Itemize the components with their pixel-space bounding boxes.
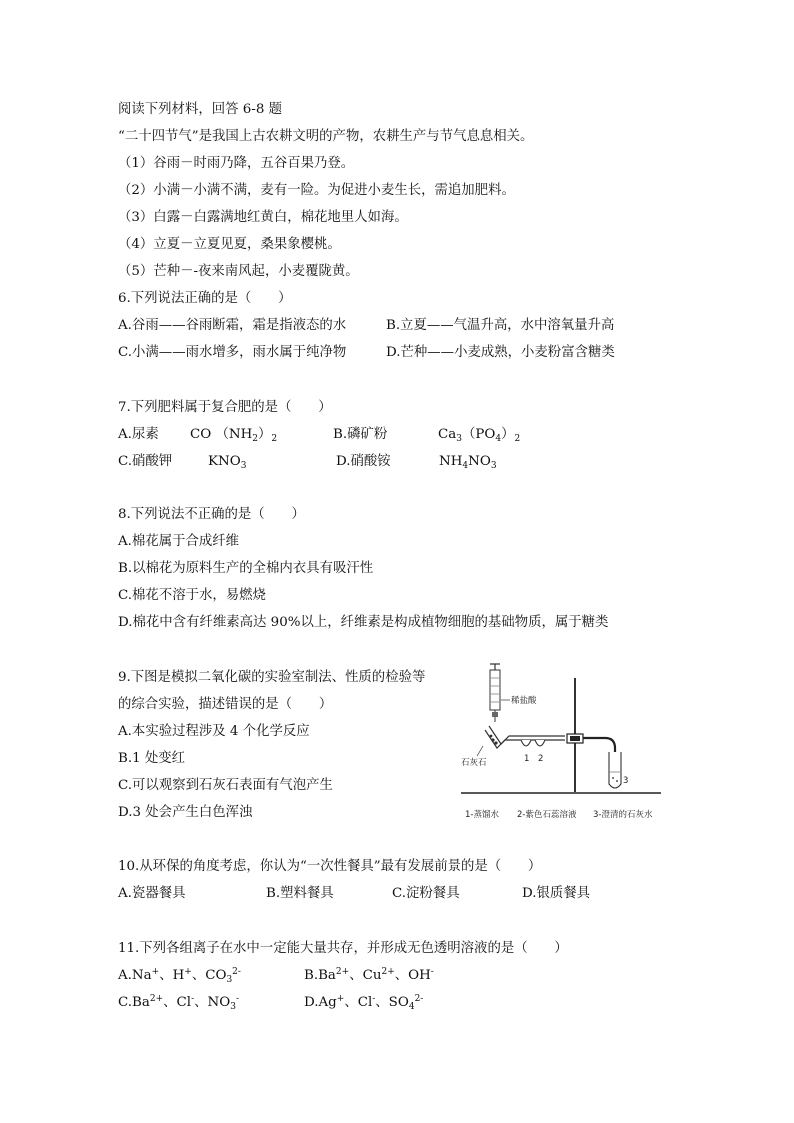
q9-option-a: A.本实验过程涉及 4 个化学反应 [118, 724, 310, 739]
intro-item: （3）白露－白露满地红黄白，棉花地里人如海。 [118, 210, 408, 225]
q10-stem: 10.从环保的角度考虑，你认为“一次性餐具”最有发展前景的是（ ） [118, 859, 542, 874]
q7-stem: 7.下列肥料属于复合肥的是（ ） [118, 400, 332, 415]
q11-option-a: A.Na+、H+、$CO_3^{2-}$ [118, 967, 241, 985]
syringe-barrel [490, 670, 500, 710]
q11-option-b: $B.Ba^{2+}$、$Cu^{2+}$、OH- [304, 967, 434, 983]
bulb-2 [535, 740, 545, 746]
q8-option-b: B.以棉花为原料生产的全棉内衣具有吸汗性 [118, 561, 374, 576]
q7-option-b-label: B.磷矿粉 [333, 427, 388, 442]
q7-option-c-label: C.硝酸钾 [118, 454, 173, 469]
intro-description: “二十四节气”是我国上古农耕文明的产物，农耕生产与节气息息相关。 [118, 129, 534, 144]
q7-option-d-label: D.硝酸铵 [336, 454, 391, 469]
q9-stem-line1: 9.下图是模拟二氧化碳的实验室制法、性质的检验等 [118, 670, 426, 685]
caption-3: 3-澄清的石灰水 [593, 810, 653, 820]
test-tube-3 [609, 752, 621, 788]
label-1: 1 [524, 754, 530, 764]
syringe-tip [492, 712, 498, 717]
q7-option-b-formula: $Ca_3(PO_4)_2$ [438, 427, 521, 444]
q10-option-b: B.塑料餐具 [266, 886, 334, 901]
q10-option-c: C.淀粉餐具 [392, 886, 460, 901]
intro-item: （4）立夏－立夏见夏，桑果象樱桃。 [118, 237, 341, 252]
q10-option-d: D.银质餐具 [522, 886, 591, 901]
q7-option-a-formula: CO $(NH_2)_2$ [190, 427, 278, 444]
q11-option-c: $C.Ba^{2+}$、Cl-、$NO_3^-$ [118, 994, 239, 1012]
acid-label: 稀盐酸 [511, 696, 537, 706]
q6-option-a: A.谷雨——谷雨断霜，霜是指液态的水 [118, 318, 347, 333]
intro-item: （5）芒种－-夜来南风起，小麦覆陇黄。 [118, 264, 359, 279]
q9-stem-line2: 的综合实验，描述错误的是（ ） [118, 697, 333, 712]
q9-option-b: B.1 处变红 [118, 751, 186, 766]
q6-option-d: D.芒种——小麦成熟，小麦粉富含糖类 [386, 345, 615, 360]
q6-option-c: C.小满——雨水增多，雨水属于纯净物 [118, 345, 347, 360]
label-2: 2 [538, 754, 544, 764]
q6-stem: 6.下列说法正确的是（ ） [118, 291, 292, 306]
q11-stem: 11.下列各组离子在水中一定能大量共存，并形成无色透明溶液的是（ ） [118, 941, 568, 956]
q8-option-a: A.棉花属于合成纤维 [118, 534, 240, 549]
label-3: 3 [623, 776, 629, 786]
q7-option-d-formula: $NH_4NO_3$ [439, 454, 497, 471]
intro-item: （1）谷雨－时雨乃降，五谷百果乃登。 [118, 156, 355, 171]
intro-item: （2）小满－小满不满，麦有一险。为促进小麦生长，需追加肥料。 [118, 183, 515, 198]
q7-option-c-formula: $KNO_3$ [208, 454, 247, 471]
intro-heading: 阅读下列材料，回答 6-8 题 [118, 102, 282, 117]
q8-option-d: D.棉花中含有纤维素高达 90%以上，纤维素是构成植物细胞的基础物质，属于糖类 [118, 615, 609, 630]
co2-apparatus-figure [455, 660, 665, 825]
q7-option-a-label: A.尿素 [118, 427, 159, 442]
q11-option-d: D.Ag+、Cl-、$SO_4^{2-}$ [304, 994, 424, 1012]
q9-option-c: C.可以观察到石灰石表面有气泡产生 [118, 778, 333, 793]
q8-option-c: C.棉花不溶于水，易燃烧 [118, 588, 266, 603]
q10-option-a: A.瓷器餐具 [118, 886, 186, 901]
bulb-1 [521, 740, 531, 746]
caption-2: 2-紫色石蕊溶液 [517, 810, 577, 820]
q8-stem: 8.下列说法不正确的是（ ） [118, 507, 305, 522]
caption-1: 1-蒸馏水 [465, 810, 499, 820]
q9-option-d: D.3 处会产生白色浑浊 [118, 805, 253, 820]
stone-label: 石灰石 [461, 758, 487, 768]
q6-option-b: B.立夏——气温升高，水中溶氧量升高 [386, 318, 615, 333]
